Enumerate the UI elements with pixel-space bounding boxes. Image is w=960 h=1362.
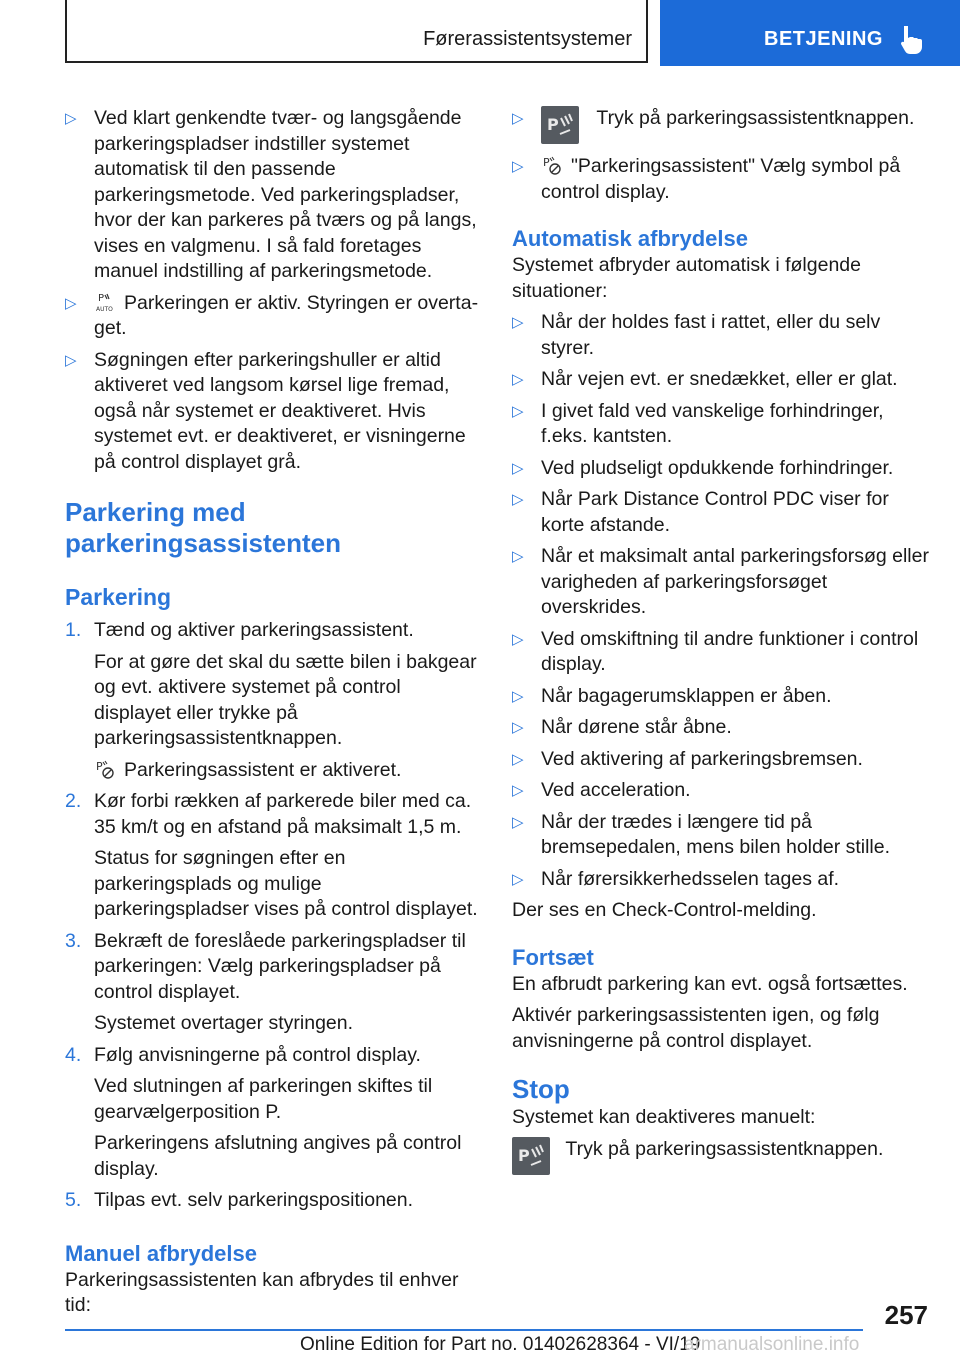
list-item: ▷ Når dørene står åbne. <box>512 715 932 741</box>
subsection-heading: Manuel afbrydelse <box>65 1240 257 1266</box>
list-item: ▷ Når vejen evt. er snedækket, eller er glat. <box>512 367 932 393</box>
triangle-bullet-icon: ▷ <box>512 314 524 331</box>
list-item: ▷ Når bagagerumsklappen er åben. <box>512 684 932 710</box>
parking-assistant-icon <box>541 154 563 176</box>
svg-text:P: P <box>543 156 550 169</box>
triangle-bullet-icon: ▷ <box>512 110 524 127</box>
header-section-box <box>65 0 648 63</box>
header-chapter-tab <box>660 0 960 66</box>
page-number: 257 <box>884 1300 928 1330</box>
left-column: ▷ Ved klart genkendte tvær- og langsgående parkeringspladser indstiller systemet automatisk til den passende parkeringsmetode. Ved parkeringspladser, hvor der kan parkeres på tværs og på langs, vises en valgmenu. I så fald foretages manuel indstilling af parkeringsmetode. ▷ P AUTO Parkeringen er aktiv. Styringen er overtaget. ▷ Søgningen efter parkeringshuller er altid aktiveret ved langsom kørsel lige fremad, også når systemet er deaktiveret. Hvis systemet evt. er deaktiveret, er visningerne på control displayet grå. Parkering med parkeringsassistenten Parkering 1. Tænd og aktiver parkeringsassistent. For at gøre det skal du sætte bilen i bakgear og evt. aktivere systemet på control displayet eller trykke på parkeringsassistentknappen. P Parkeringsassistent er aktiveret. 2. Kør forbi rækken af parkerede biler med ca. 35 km/t og en afstand på maksimalt 1,5 m. Status for søgningen efter en parkeringsplads og mulige parkeringspladser vises på control displayet. 3. Bekræft de foreslåede parkeringspladser til parkeringen: Vælg parkeringspladser på control displayet. Systemet overtager styringen. 4. Følg anvisningerne på control display. Ved slutningen af parkeringen skiftes til gearvælgerposition P. Parkeringens afslutning angives på control display. 5. Tilpas evt. selv parkeringspositionen. Manuel afbrydelse Parkeringsassistenten kan afbrydes til enhver tid: <box>65 107 479 1316</box>
triangle-bullet-icon: ▷ <box>512 402 524 420</box>
footer-edition: Online Edition for Part no. 01402628364 - VI/19 <box>300 1334 701 1355</box>
triangle-bullet-icon: ▷ <box>65 294 77 312</box>
parking-assistant-button-icon <box>541 106 579 144</box>
list-item: ▷ Når førersikkerhedsselen tages af. <box>512 867 932 893</box>
list-item: ▷ Ved omskiftning til andre funktioner i control display. <box>512 627 919 675</box>
list-item: ▷ I givet fald ved vanskelige forhindringer, f.eks. kantsten. <box>512 399 884 447</box>
triangle-bullet-icon: ▷ <box>512 750 524 768</box>
parking-assistant-button-icon <box>512 1137 550 1175</box>
triangle-bullet-icon: ▷ <box>512 870 524 888</box>
triangle-bullet-icon: ▷ <box>512 459 524 477</box>
right-column: ▷ P Tryk på parkeringsassistentknappen. ▷ P "Parkeringsassistent" Vælg symbol på control display. Automatisk afbrydelse Systemet afbryder automatisk i følgende situationer: ▷ Når der holdes fast i rattet, eller du selv styrer. ▷ Når vejen evt. er snedækket, eller er glat. ▷ I givet fald ved vanskelige forhindringer, f.eks. kantsten. ▷ Ved pludseligt opdukkende forhindringer. ▷ Når Park Distance Control PDC viser for korte afstande. ▷ Når et maksimalt antal parkeringsforsøg eller varigheden af parkeringsforsøget overskrides. ▷ Ved omskiftning til andre funktioner i control display. ▷ Når bagagerumsklappen er åben. ▷ Når dørene står åbne. ▷ Ved aktivering af parkeringsbremsen. ▷ Ved acceleration. ▷ Når der trædes i længere tid på bremsepedalen, mens bilen holder stille. ▷ Når førersikkerhedsselen tages af. Der ses en Check-Control-melding. Fortsæt En afbrudt parkering kan evt. også fortsættes. Aktivér parkeringsassistenten igen, og følg anvisningerne på control displayet. Stop Systemet kan deaktiveres manuelt: P Tryk på parkeringsassistentknappen. <box>512 106 932 1181</box>
triangle-bullet-icon: ▷ <box>512 782 524 799</box>
parking-auto-icon <box>94 291 116 313</box>
subsection-heading: Automatisk afbrydelse <box>512 226 748 251</box>
list-item: ▷ P "Parkeringsassistent" Vælg symbol på control display. <box>512 155 901 203</box>
step-item: 1. Tænd og aktiver parkeringsassistent. For at gøre det skal du sætte bilen i bakgear og evt. aktivere systemet på control displayet eller trykke på parkeringsassistentknappen. P Parkeringsassistent er aktiveret. <box>65 619 477 781</box>
list-item: ▷ P Tryk på parkeringsassistentknappen. <box>512 106 932 148</box>
svg-text:P: P <box>518 1145 530 1165</box>
triangle-bullet-icon: ▷ <box>65 351 77 369</box>
list-item: ▷ Når der holdes fast i rattet, eller du selv styrer. <box>512 311 881 359</box>
list-item: ▷ Ved aktivering af parkeringsbremsen. <box>512 747 932 773</box>
header-chapter-label: BETJENING <box>764 28 883 50</box>
subsection-heading: Parkering <box>65 584 172 610</box>
footer-watermark: armanualsonline.info <box>684 1334 860 1355</box>
section-heading: Parkering med parkeringsassistenten <box>65 497 342 558</box>
triangle-bullet-icon: ▷ <box>65 110 77 127</box>
svg-text:AUTO: AUTO <box>96 305 113 313</box>
step-item: 3. Bekræft de foreslåede parkeringspladser til parkeringen: Vælg parkeringspladser på control displayet. Systemet overtager styringen. <box>65 929 466 1034</box>
section-heading: Stop <box>512 1074 570 1104</box>
triangle-bullet-icon: ▷ <box>512 630 524 648</box>
svg-text:P: P <box>547 115 559 134</box>
triangle-bullet-icon: ▷ <box>512 813 524 831</box>
step-item: 4. Følg anvisningerne på control display. Ved slutningen af parkeringen skiftes til gearvælgerposition P. Parkeringens afslutning angives på control display. <box>65 1043 462 1180</box>
subsection-heading: Fortsæt <box>512 944 594 970</box>
list-item: ▷ Når et maksimalt antal parkeringsforsøg eller varigheden af parkeringsforsøget overskrides. <box>512 545 929 618</box>
triangle-bullet-icon: ▷ <box>512 491 524 508</box>
svg-text:P: P <box>98 292 105 304</box>
list-item: ▷ Når Park Distance Control PDC viser for korte afstande. <box>512 488 889 536</box>
list-item: ▷ Ved klart genkendte tvær- og langsgående parkeringspladser indstiller systemet automatisk til den passende parkeringsmetode. Ved parkeringspladser, hvor der kan parkeres på tværs og på langs, vises en valgmenu. I så fald foretages manuel indstilling af parkeringsmetode. <box>65 107 477 282</box>
hand-pointer-icon <box>896 24 926 54</box>
triangle-bullet-icon: ▷ <box>512 371 524 388</box>
step-item: 2. Kør forbi rækken af parkerede biler med ca. 35 km/t og en afstand på maksimalt 1,5 m. Status for søgningen efter en parkeringsplads og mulige parkeringspladser vises på control displayet. <box>65 790 478 920</box>
list-item: ▷ Ved acceleration. <box>512 778 932 804</box>
footer-divider <box>65 1329 863 1331</box>
triangle-bullet-icon: ▷ <box>512 687 524 705</box>
triangle-bullet-icon: ▷ <box>512 548 524 565</box>
list-item: ▷ Ved pludseligt opdukkende forhindringer. <box>512 456 932 482</box>
svg-text:P: P <box>96 759 103 773</box>
list-item: ▷ Når der trædes i længere tid på bremsepedalen, mens bilen holder stille. <box>512 810 891 858</box>
parking-assistant-icon <box>94 758 116 780</box>
list-item: ▷ Søgningen efter parkeringshuller er altid aktiveret ved langsom kørsel lige fremad, også når systemet er deaktiveret. Hvis systemet evt. er deaktiveret, er visningerne på control displayet grå. <box>65 348 466 473</box>
triangle-bullet-icon: ▷ <box>512 719 524 736</box>
triangle-bullet-icon: ▷ <box>512 158 524 175</box>
header-section-title: Førerassistentsystemer <box>423 28 632 50</box>
list-item: ▷ P AUTO Parkeringen er aktiv. Styringen er overtaget. <box>65 291 479 339</box>
step-item: 5. Tilpas evt. selv parkeringspositionen. <box>65 1189 414 1211</box>
